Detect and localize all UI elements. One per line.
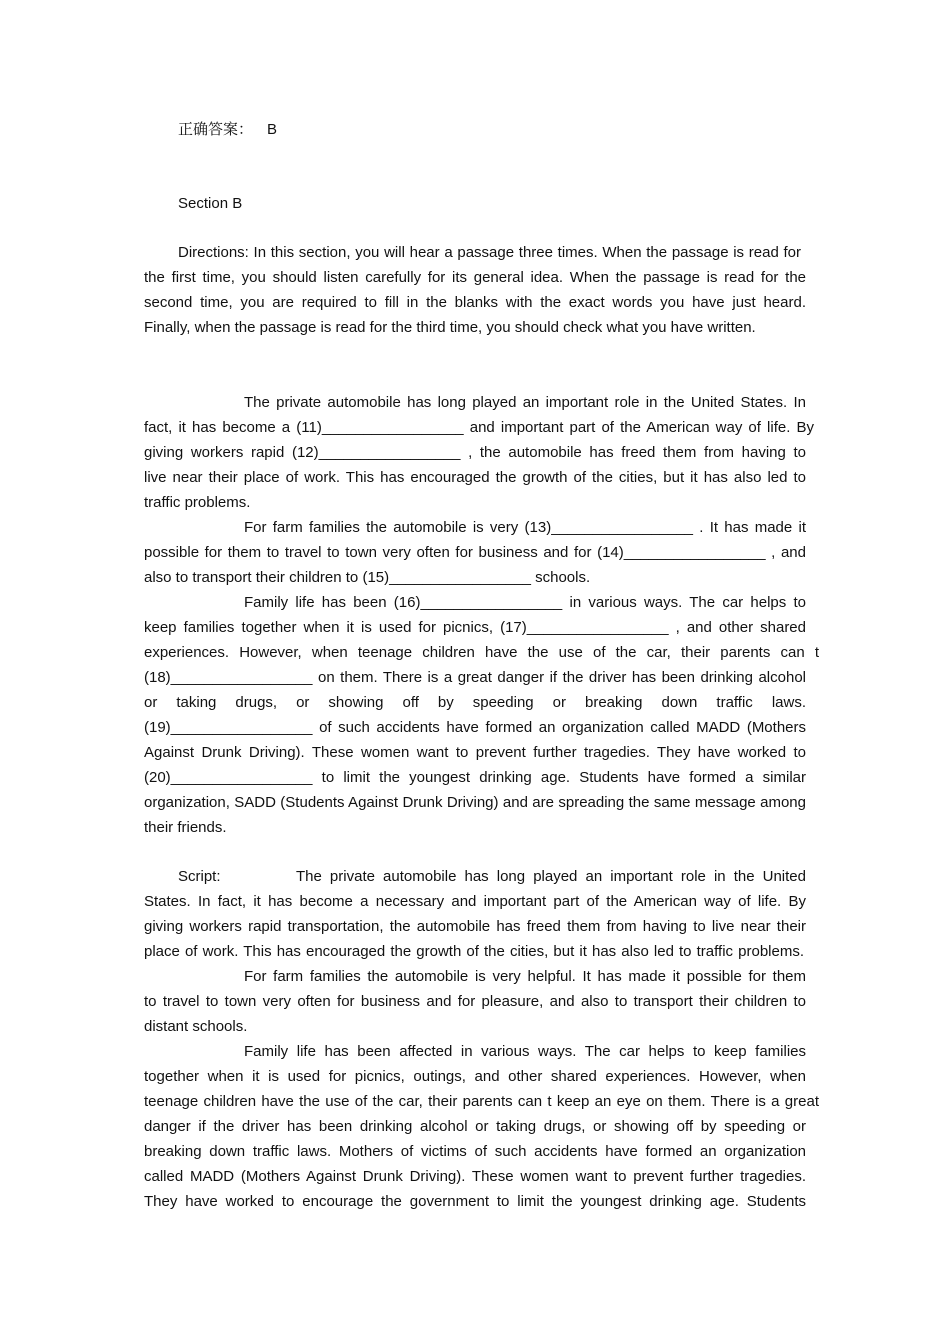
script-line: giving workers rapid transportation, the automobile has freed them from having to live near their — [144, 918, 806, 935]
script-line: States. In fact, it has become a necessary and important part of the American way of life. By — [144, 893, 806, 910]
script-line: Family life has been affected in various ways. The car helps to keep families — [244, 1043, 806, 1060]
passage-line: also to transport their children to (15)_________________ schools. — [144, 569, 591, 586]
script-line: breaking down traffic laws. Mothers of victims of such accidents have formed an organization — [144, 1143, 806, 1160]
passage-line: (18)_________________ on them. There is a great danger if the driver has been drinking alcohol — [144, 669, 806, 686]
script-line: teenage children have the use of the car, their parents can t keep an eye on them. There is a great — [144, 1093, 819, 1110]
passage-line: (20)_________________ to limit the youngest drinking age. Students have formed a similar — [144, 769, 806, 786]
passage-line: organization, SADD (Students Against Drunk Driving) and are spreading the same message among — [144, 794, 806, 811]
answer-label: 正确答案： — [178, 120, 254, 138]
answer-value: B — [267, 121, 278, 138]
directions-line: Finally, when the passage is read for the third time, you should check what you have written. — [144, 319, 756, 336]
passage-line: live near their place of work. This has encouraged the growth of the cities, but it has also led to — [144, 469, 806, 486]
correct-answer — [178, 117, 277, 142]
passage-line: fact, it has become a (11)_________________ and important part of the American way of life. By — [144, 419, 814, 436]
directions-line: Directions: In this section, you will hear a passage three times. When the passage is read for — [178, 244, 801, 261]
script-line: The private automobile has long played an important role in the United — [296, 868, 806, 885]
script-line: For farm families the automobile is very helpful. It has made it possible for them — [244, 968, 806, 985]
passage-line: experiences. However, when teenage children have the use of the car, their parents can t — [144, 644, 819, 661]
passage-line: Against Drunk Driving). These women want to prevent further tragedies. They have worked to — [144, 744, 806, 761]
passage-line: or taking drugs, or showing off by speeding or breaking down traffic laws. — [144, 694, 806, 711]
passage-line: Family life has been (16)_________________ in various ways. The car helps to — [244, 594, 806, 611]
script-line: together when it is used for picnics, outings, and other shared experiences. However, when — [144, 1068, 806, 1085]
directions-line: the first time, you should listen carefully for its general idea. When the passage is read for the — [144, 269, 806, 286]
script-label: Script: — [178, 868, 221, 885]
passage-line: (19)_________________ of such accidents have formed an organization called MADD (Mothers — [144, 719, 806, 736]
script-line: distant schools. — [144, 1018, 248, 1035]
script-line: called MADD (Mothers Against Drunk Driving). These women want to prevent further tragedies. — [144, 1168, 806, 1185]
passage-line: giving workers rapid (12)_________________ , the automobile has freed them from having to — [144, 444, 806, 461]
passage-line: possible for them to travel to town very often for business and for (14)_________________ , and — [144, 544, 806, 561]
passage-line: The private automobile has long played an important role in the United States. In — [244, 394, 806, 411]
passage-line: For farm families the automobile is very (13)_________________ . It has made it — [244, 519, 806, 536]
passage-line: keep families together when it is used for picnics, (17)_________________ , and other shared — [144, 619, 806, 636]
passage-line: traffic problems. — [144, 494, 251, 511]
section-title: Section B — [178, 195, 243, 212]
passage-line: their friends. — [144, 819, 227, 836]
directions-line: second time, you are required to fill in the blanks with the exact words you have just heard. — [144, 294, 806, 311]
script-line: place of work. This has encouraged the growth of the cities, but it has also led to traffic problems. — [144, 943, 804, 960]
script-line: They have worked to encourage the government to limit the youngest drinking age. Students — [144, 1193, 806, 1210]
script-line: danger if the driver has been drinking alcohol or taking drugs, or showing off by speeding or — [144, 1118, 806, 1135]
script-line: to travel to town very often for business and for pleasure, and also to transport their children to — [144, 993, 806, 1010]
